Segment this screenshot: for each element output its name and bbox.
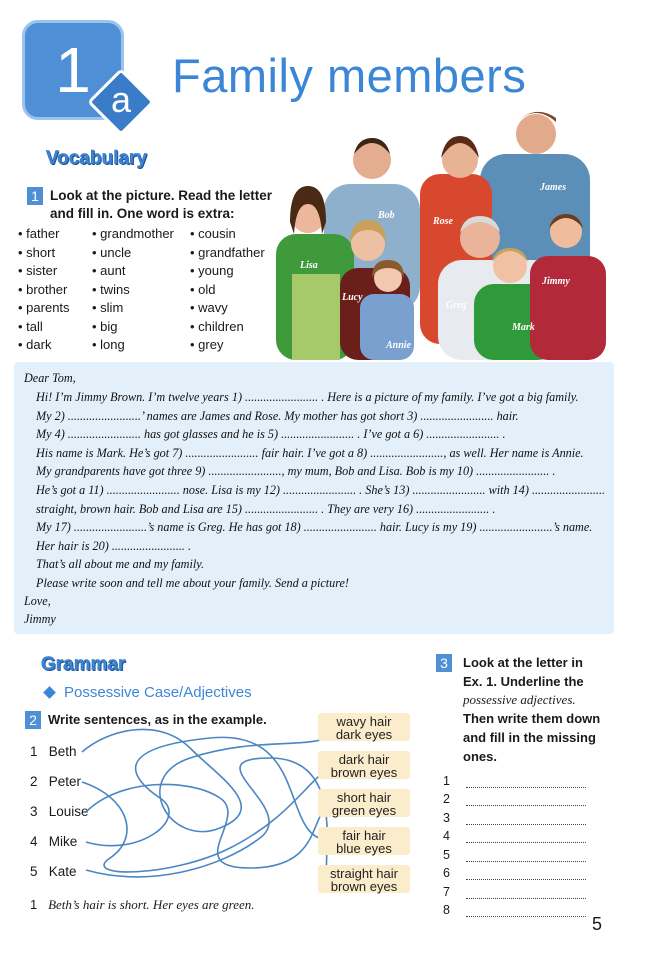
- word: • big: [92, 318, 174, 337]
- photo-label-annie: Annie: [386, 340, 412, 351]
- letter-line: Her hair is 20) ........................ .: [36, 538, 192, 553]
- feature-hair: fair hair: [342, 828, 386, 843]
- word: • grandmother: [92, 225, 174, 244]
- answer-number: 8: [443, 903, 450, 917]
- word: • grey: [190, 336, 265, 355]
- item-number: 1: [30, 744, 38, 759]
- exercise-2-number: 2: [25, 711, 41, 729]
- photo-label-rose: Rose: [433, 216, 453, 227]
- exercise-1-number: 1: [27, 187, 43, 205]
- letter-signature: Jimmy: [24, 612, 56, 626]
- answer-blank-5[interactable]: [466, 860, 586, 862]
- answer-number: 3: [443, 811, 450, 825]
- exercise-3-number: 3: [436, 654, 452, 672]
- instruction-line: Then write them down: [463, 711, 601, 727]
- item-name: Mike: [48, 834, 78, 849]
- instruction-line: possessive adjectives.: [463, 692, 576, 708]
- instruction-line: Look at the letter in: [463, 655, 583, 670]
- photo-label-lisa: Lisa: [300, 260, 318, 271]
- feature-eyes: brown eyes: [330, 765, 398, 780]
- letter-greeting: Dear Tom,: [24, 371, 76, 385]
- page-title: Family members: [172, 49, 527, 102]
- feature-hair: wavy hair: [336, 714, 392, 729]
- answer-number: 1: [443, 774, 450, 788]
- letter-line: My grandparents have got three 9) ........................, my mum, Bob and Lisa. Bob is my 10) ........................ .: [36, 464, 556, 479]
- vocabulary-heading: Vocabulary: [46, 148, 148, 169]
- letter-line: My 17) ........................’s name is Greg. He has got 18) ........................ hair. Lucy is my 19) ........................’s name.: [36, 520, 593, 535]
- unit-letter: a: [110, 79, 132, 120]
- answer-blank-8[interactable]: [466, 915, 586, 917]
- item-number: 4: [30, 834, 38, 849]
- photo-label-lucy: Lucy: [342, 292, 363, 303]
- letter-line: My 4) ........................ has got glasses and he is 5) ........................ . I’ve got a 6) ........................ .: [36, 427, 506, 442]
- word: • cousin: [190, 225, 265, 244]
- family-photo: [268, 98, 610, 360]
- word: • twins: [92, 281, 174, 300]
- word: • father: [18, 225, 70, 244]
- feature-eyes: green eyes: [331, 803, 397, 818]
- exercise-2-instruction: Write sentences, as in the example.: [48, 712, 267, 727]
- answer-6: [443, 866, 450, 880]
- word: • old: [190, 281, 265, 300]
- answer-2: [443, 792, 450, 806]
- feature-eyes: brown eyes: [330, 879, 398, 894]
- answer-blank-3[interactable]: [466, 823, 586, 825]
- word: • short: [18, 244, 70, 263]
- page-number: 5: [592, 914, 603, 934]
- word: • long: [92, 336, 174, 355]
- item-number: 3: [30, 804, 38, 819]
- word: • children: [190, 318, 265, 337]
- example-sentence: Beth’s hair is short. Her eyes are green.: [48, 897, 255, 912]
- photo-label-greg: Greg: [446, 300, 467, 311]
- ex2-example: [30, 897, 255, 913]
- photo-label-james: James: [540, 182, 567, 193]
- grammar-subheading: Possessive Case/Adjectives: [64, 684, 252, 701]
- answer-1: [443, 774, 450, 788]
- answer-8: [443, 903, 450, 917]
- diamond-icon: [43, 686, 56, 699]
- feature-chip-5: [318, 865, 410, 893]
- word-list-col-2: [92, 225, 174, 355]
- example-number: 1: [30, 897, 38, 912]
- grammar-heading: Grammar: [41, 654, 126, 675]
- feature-hair: short hair: [336, 790, 392, 805]
- letter-line: straight, brown hair. Bob and Lisa are 15) ........................ . They are very 16) ........................ .: [36, 501, 496, 516]
- unit-number: 1: [55, 34, 91, 106]
- word: • slim: [92, 299, 174, 318]
- letter-line: Hi! I’m Jimmy Brown. I’m twelve years 1) ........................ . Here is a picture of my family. I’ve got a big family.: [36, 390, 579, 404]
- word-list-col-3: [190, 225, 265, 355]
- feature-chip-2: [318, 751, 410, 779]
- answer-4: [443, 829, 450, 843]
- item-name: Peter: [48, 774, 82, 789]
- answer-number: 6: [443, 866, 450, 880]
- letter-line: His name is Mark. He’s got 7) ........................ fair hair. I’ve got a 8) ........................, as well. Her name is Annie.: [36, 445, 584, 460]
- feature-eyes: dark eyes: [335, 727, 393, 742]
- word: • dark: [18, 336, 70, 355]
- feature-hair: dark hair: [338, 752, 390, 767]
- answer-5: [443, 848, 450, 862]
- answer-blank-1[interactable]: [466, 786, 586, 788]
- word: • aunt: [92, 262, 174, 281]
- feature-eyes: blue eyes: [336, 841, 392, 856]
- instruction-line: and fill in the missing: [463, 729, 596, 745]
- word: • sister: [18, 262, 70, 281]
- word: • grandfather: [190, 244, 265, 263]
- item-name: Kate: [48, 864, 77, 879]
- item-number: 5: [30, 864, 38, 879]
- word: • brother: [18, 281, 70, 300]
- answer-number: 5: [443, 848, 450, 862]
- letter-line: My 2) ........................’ names are James and Rose. My mother has got short 3) ........................ hair.: [36, 408, 519, 423]
- word: • uncle: [92, 244, 174, 263]
- connector-lines: [70, 718, 340, 888]
- word: • young: [190, 262, 265, 281]
- instruction-line: Ex. 1. Underline the: [463, 673, 584, 689]
- answer-3: [443, 811, 450, 825]
- letter-body: [36, 388, 605, 593]
- answer-blank-2[interactable]: [466, 804, 586, 806]
- feature-chip-1: [318, 713, 410, 741]
- exercise-1-instruction-1: Look at the picture. Read the letter: [50, 188, 273, 203]
- word: • parents: [18, 299, 70, 318]
- letter-line: He’s got a 11) ........................ nose. Lisa is my 12) ........................ . She’s 13) ........................ with 14) ........................: [36, 482, 606, 497]
- answer-number: 7: [443, 885, 450, 899]
- answer-number: 2: [443, 792, 450, 806]
- exercise-3-instruction: [463, 654, 613, 766]
- answer-7: [443, 885, 450, 899]
- answer-blank-4[interactable]: [466, 841, 586, 843]
- item-number: 2: [30, 774, 38, 789]
- word-list-col-1: [18, 225, 70, 355]
- item-name: Louise: [48, 804, 89, 819]
- item-name: Beth: [48, 744, 77, 759]
- feature-chip-4: [318, 827, 410, 855]
- letter-line: That’s all about me and my family.: [36, 557, 205, 572]
- instruction-line: ones.: [463, 748, 497, 764]
- exercise-1-instruction-2: and fill in. One word is extra:: [50, 206, 235, 221]
- letter-closing: Love,: [24, 594, 51, 608]
- photo-label-mark: Mark: [512, 322, 535, 333]
- family-photo-illustration: [268, 98, 610, 360]
- answer-blank-6[interactable]: [466, 878, 586, 880]
- answer-blank-7[interactable]: [466, 897, 586, 899]
- word: • wavy: [190, 299, 265, 318]
- photo-label-bob: Bob: [378, 210, 395, 221]
- photo-label-jimmy: Jimmy: [542, 276, 570, 287]
- feature-chip-3: [318, 789, 410, 817]
- word: • tall: [18, 318, 70, 337]
- feature-hair: straight hair: [330, 866, 398, 881]
- answer-number: 4: [443, 829, 450, 843]
- letter-line: Please write soon and tell me about your family. Send a picture!: [36, 575, 349, 590]
